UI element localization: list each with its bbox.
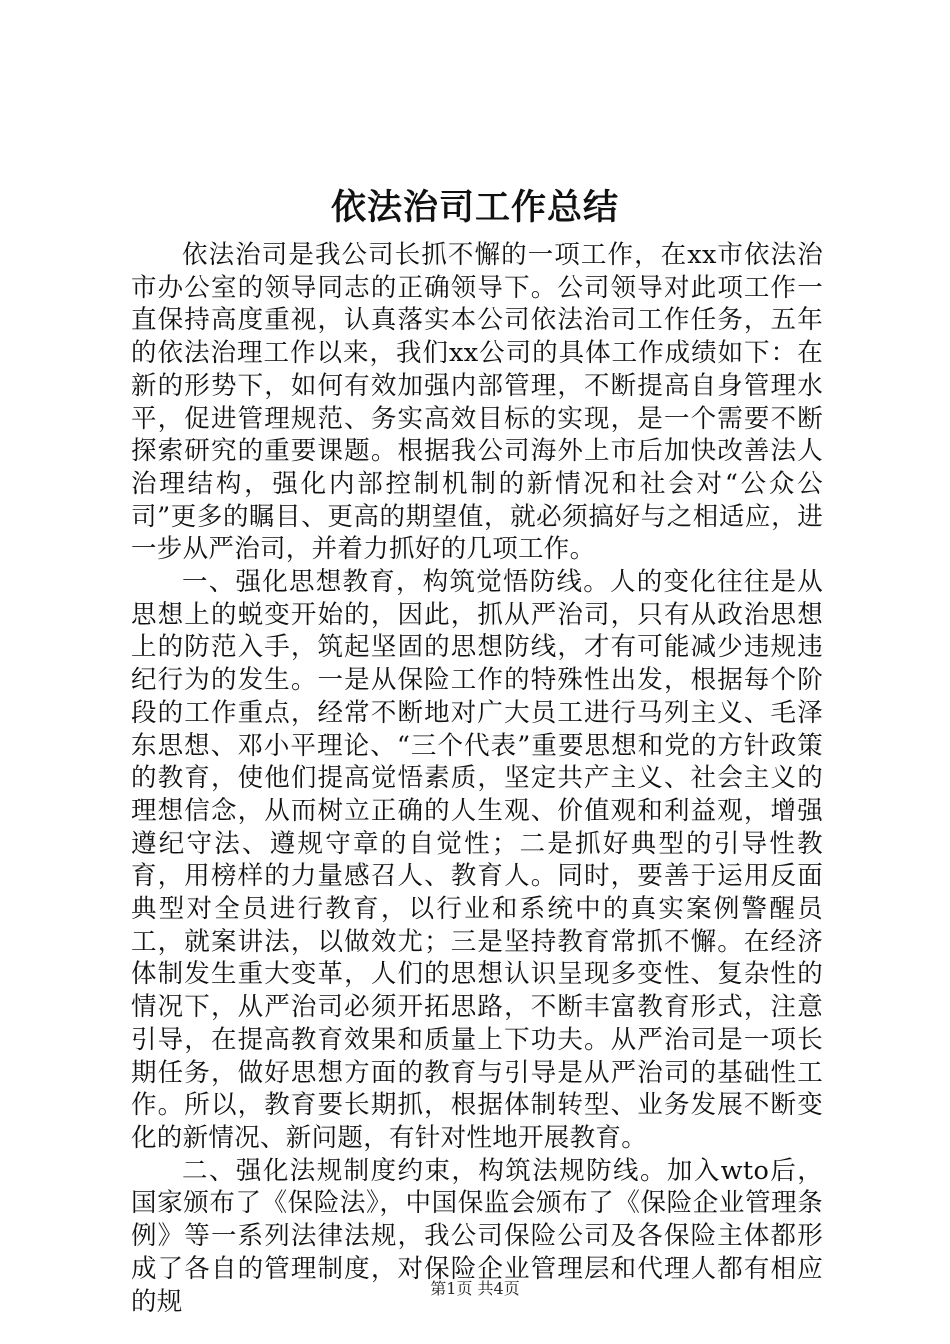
page-number-footer: 第1页 共4页 — [430, 1279, 520, 1298]
document-title: 依法治司工作总结 — [330, 187, 619, 228]
document-body — [131, 239, 823, 1318]
paragraph-section-1: 一、强化思想教育，构筑觉悟防线。人的变化往往是从思想上的蜕变开始的，因此，抓从严治司，只有从政治思想上的防范入手，筑起坚固的思想防线，才有可能减少违规违纪行为的发生。一是从保险工作的特殊性出发，根据每个阶段的工作重点，经常不断地对广大员工进行马列主义、毛泽东思想、邓小平理论、“三个代表”重要思想和党的方针政策的教育，使他们提高觉悟素质，坚定共产主义、社会主义的理想信念，从而树立正确的人生观、价值观和利益观，增强遵纪守法、遵规守章的自觉性；二是抓好典型的引导性教育，用榜样的力量感召人、教育人。同时，要善于运用反面典型对全员进行教育，以行业和系统中的真实案例警醒员工，就案讲法，以做效尤；三是坚持教育常抓不懈。在经济体制发生重大变革，人们的思想认识呈现多变性、复杂性的情况下，从严治司必须开拓思路，不断丰富教育形式，注意引导，在提高教育效果和质量上下功夫。从严治司是一项长期任务，做好思想方面的教育与引导是从严治司的基础性工作。所以，教育要长期抓，根据体制转型、业务发展不断变化的新情况、新问题，有针对性地开展教育。 — [131, 567, 823, 1153]
paragraph-intro: 依法治司是我公司长抓不懈的一项工作，在xx市依法治市办公室的领导同志的正确领导下。公司领导对此项工作一直保持高度重视，认真落实本公司依法治司工作任务，五年的依法治理工作以来，我们xx公司的具体工作成绩如下：在新的形势下，如何有效加强内部管理，不断提高自身管理水平，促进管理规范、务实高效目标的实现，是一个需要不断探索研究的重要课题。根据我公司海外上市后加快改善法人治理结构，强化内部控制机制的新情况和社会对“公众公司”更多的瞩目、更高的期望值，就必须搞好与之相适应，进一步从严治司，并着力抓好的几项工作。 — [131, 240, 823, 565]
paragraph-section-2: 二、强化法规制度约束，构筑法规防线。加入wto后，国家颁布了《保险法》，中国保监会颁布了《保险企业管理条例》等一系列法律法规，我公司保险公司及各保险主体都形成了各自的管理制度，对保险企业管理层和代理人都有相应的规 — [131, 1155, 823, 1317]
